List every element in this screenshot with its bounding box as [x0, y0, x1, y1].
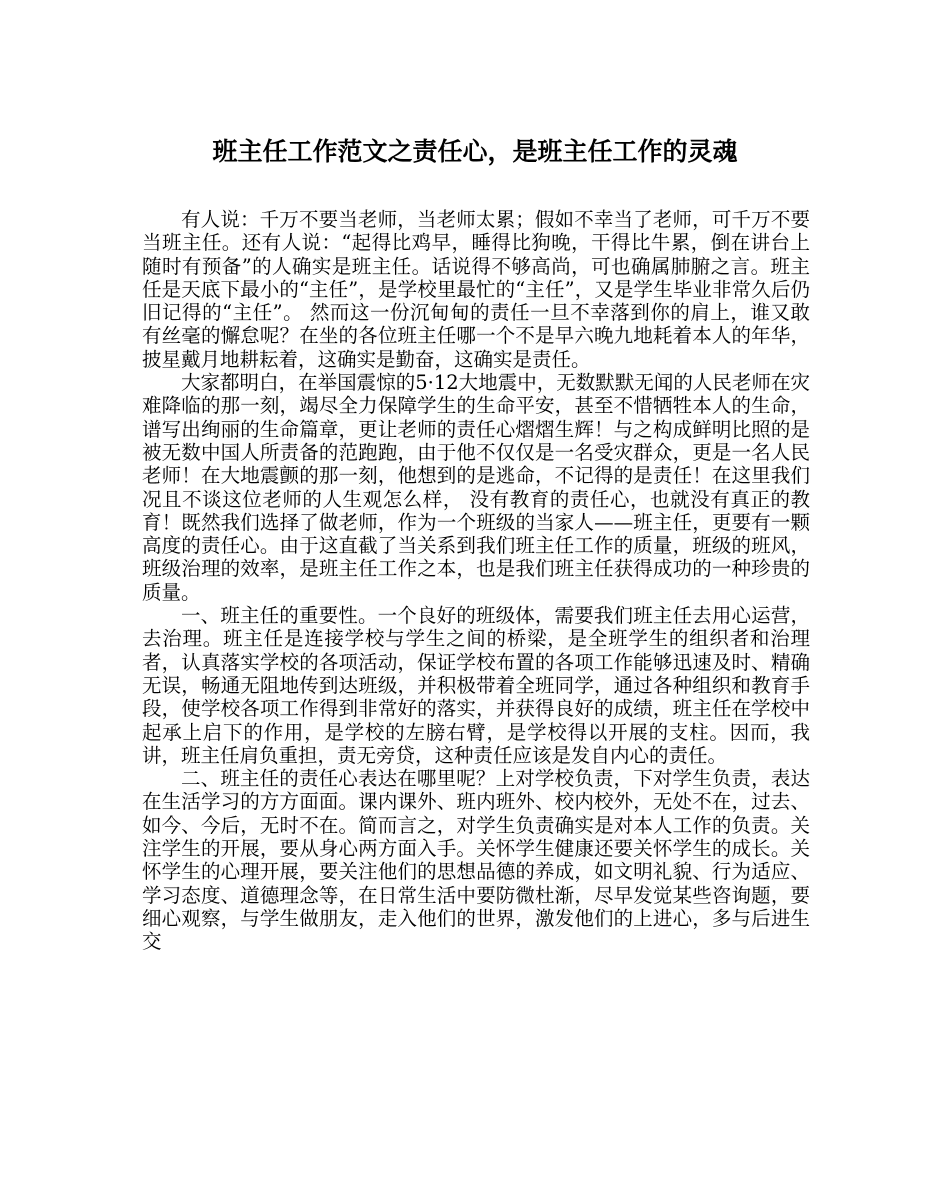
paragraph-earthquake: 大家都明白，在举国震惊的5·12大地震中，无数默默无闻的人民老师在灾难降临的那一刻，竭尽全力保障学生的生命平安，甚至不惜牺牲本人的生命，谱写出绚丽的生命篇章，更让老师的责任心熠熠生辉！与之构成鲜明比照的是被无数中国人所责备的范跑跑，由于他不仅仅是一名受灾群众，更是一名人民老师！在大地震颤的那一刻，他想到的是逃命，不记得的是责任！在这里我们况且不谈这位老师的人生观怎么样， 没有教育的责任心，也就没有真正的教育！既然我们选择了做老师，作为一个班级的当家人——班主任，更要有一颗高度的责任心。由于这直截了当关系到我们班主任工作的质量，班级的班风，班级治理的效率，是班主任工作之本，也是我们班主任获得成功的一种珍贵的质量。 — [142, 371, 810, 604]
document-body — [142, 208, 810, 954]
paragraph-intro: 有人说：千万不要当老师，当老师太累；假如不幸当了老师，可千万不要当班主任。还有人说：“起得比鸡早，睡得比狗晚，干得比牛累，倒在讲台上随时有预备”的人确实是班主任。话说得不够高尚，可也确属肺腑之言。班主任是天底下最小的“主任”，是学校里最忙的“主任”，又是学生毕业非常久后仍旧记得的“主任”。 然而这一份沉甸甸的责任一旦不幸落到你的肩上，谁又敢有丝毫的懈怠呢？在坐的各位班主任哪一个不是早六晚九地耗着本人的年华，披星戴月地耕耘着，这确实是勤奋，这确实是责任。 — [142, 208, 810, 371]
paragraph-importance: 一、班主任的重要性。一个良好的班级体，需要我们班主任去用心运营，去治理。班主任是连接学校与学生之间的桥梁，是全班学生的组织者和治理者，认真落实学校的各项活动，保证学校布置的各项工作能够迅速及时、精确无误，畅通无阻地传到达班级，并积极带着全班同学，通过各种组织和教育手段，使学校各项工作得到非常好的落实，并获得良好的成绩，班主任在学校中起承上启下的作用，是学校的左膀右臂，是学校得以开展的支柱。因而，我讲，班主任肩负重担，责无旁贷，这种责任应该是发自内心的责任。 — [142, 604, 810, 767]
paragraph-responsibility: 二、班主任的责任心表达在哪里呢？上对学校负责，下对学生负责，表达在生活学习的方方面面。课内课外、班内班外、校内校外，无处不在，过去、如今、今后，无时不在。简而言之，对学生负责确实是对本人工作的负责。关注学生的开展，要从身心两方面入手。关怀学生健康还要关怀学生的成长。关怀学生的心理开展，要关注他们的思想品德的养成，如文明礼貌、行为适应、学习态度、道德理念等，在日常生活中要防微杜渐，尽早发觉某些咨询题，要细心观察，与学生做朋友，走入他们的世界，激发他们的上进心，多与后进生交 — [142, 767, 810, 954]
document-title: 班主任工作范文之责任心，是班主任工作的灵魂 — [212, 137, 738, 166]
